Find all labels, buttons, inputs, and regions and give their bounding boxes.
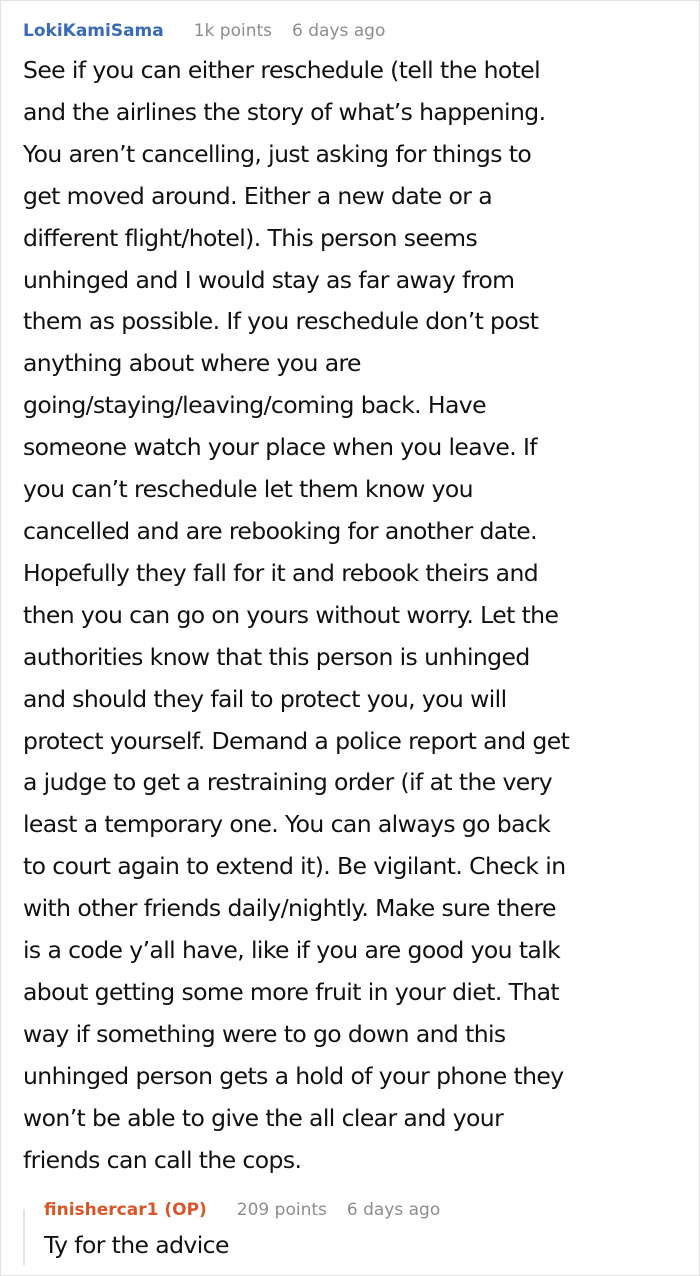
reply-meta [44,1197,440,1223]
comment-line: is a code y’all have, like if you are good you talk [23,936,561,965]
comment-username[interactable]: LokiKamiSama [23,21,164,41]
comment-line: going/staying/leaving/coming back. Have [23,391,486,420]
comment-line: friends can call the cops. [23,1145,302,1174]
reply-comment [23,1197,683,1269]
reply-username[interactable]: finishercar1 (OP) [44,1200,207,1220]
comment-line: and should they fail to protect you, you will [23,684,507,713]
comment-line: authorities know that this person is unhinged [23,642,530,671]
comment [23,19,693,1181]
comment-timestamp: 6 days ago [292,21,386,41]
comment-line: different flight/hotel). This person seems [23,223,478,252]
comment-line: you can’t reschedule let them know you [23,475,473,504]
comment-line: cancelled and are rebooking for another date. [23,516,537,545]
comment-line: unhinged person gets a hold of your phone they [23,1061,564,1090]
comment-line: Hopefully they fall for it and rebook theirs and [23,558,539,587]
comment-line: a judge to get a restraining order (if at the very [23,768,553,797]
comment-line: to court again to extend it). Be vigilant. Check in [23,852,566,881]
reply-thread-line [23,1209,25,1265]
reply-body: Ty for the advice [44,1231,229,1259]
comment-line: unhinged and I would stay as far away from [23,265,515,294]
comment-line: anything about where you are [23,349,361,378]
comment-line: You aren’t cancelling, just asking for things to [23,139,532,168]
reply-points: 209 points [236,1200,327,1220]
comment-line: least a temporary one. You can always go back [23,810,551,839]
comment-line: then you can go on yours without worry. Let the [23,600,559,629]
comment-line: won’t be able to give the all clear and your [23,1103,504,1132]
comment-meta [23,19,693,43]
comment-line: See if you can either reschedule (tell the hotel [23,56,541,84]
reply-timestamp: 6 days ago [346,1200,441,1220]
comment-points: 1k points [193,21,273,41]
reply-content [44,1197,440,1263]
comment-line: get moved around. Either a new date or a [23,181,493,210]
comment-line: way if something were to go down and this [23,1019,506,1048]
comment-line: someone watch your place when you leave. If [23,433,537,462]
comment-line: them as possible. If you reschedule don’t post [23,307,539,336]
comment-line: protect yourself. Demand a police report and get [23,726,570,755]
comment-line: with other friends daily/nightly. Make sure there [23,894,556,923]
comment-line: about getting some more fruit in your diet. That [23,977,560,1006]
comment-line: and the airlines the story of what’s happening. [23,97,546,126]
comment-body [23,50,693,1181]
